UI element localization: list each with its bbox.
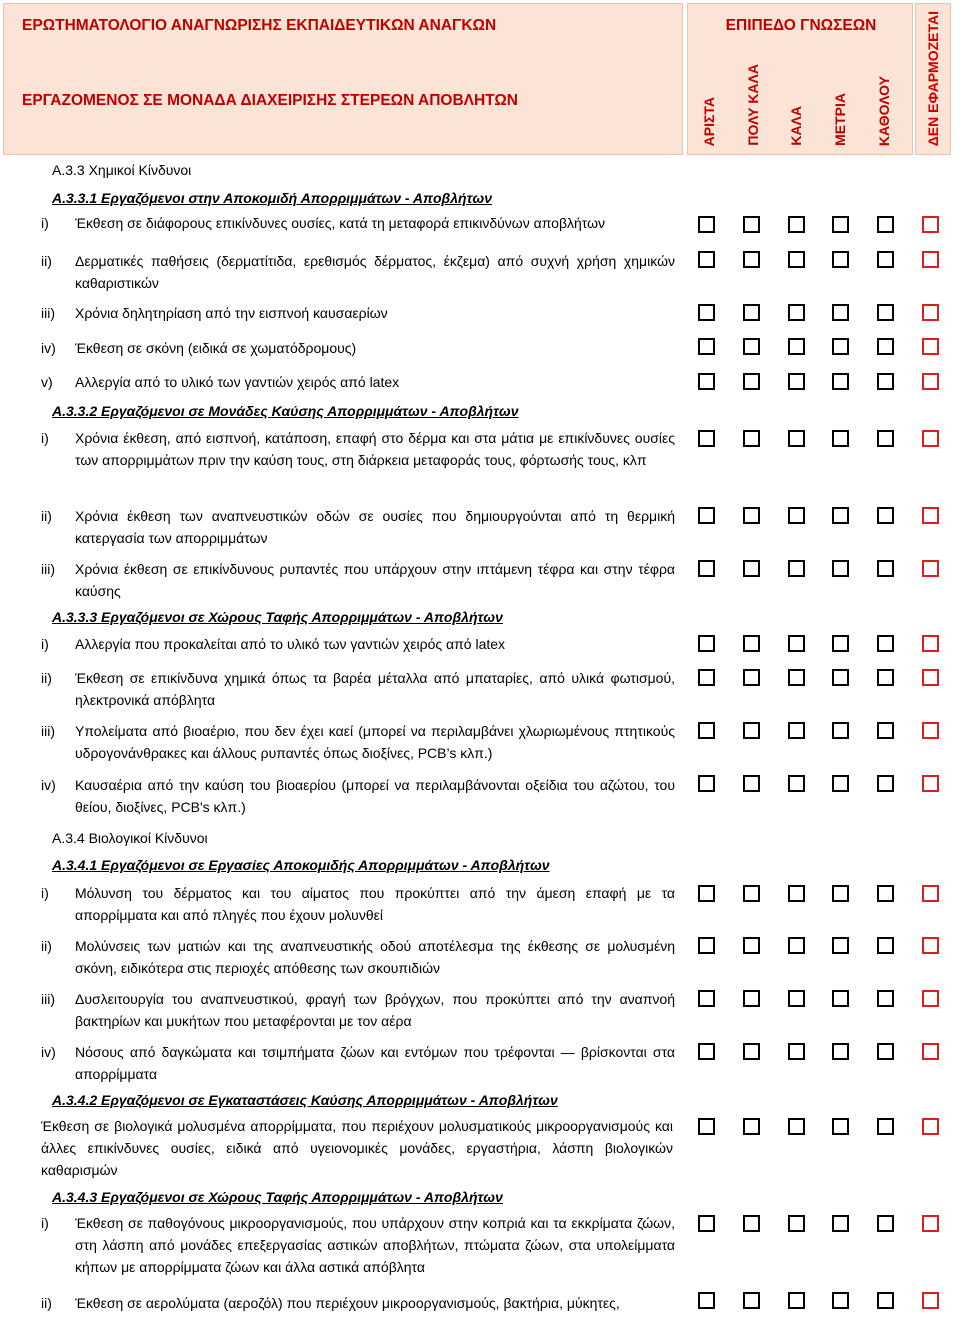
rating-excellent-checkbox[interactable] bbox=[698, 251, 715, 268]
rating-none-checkbox[interactable] bbox=[877, 635, 894, 652]
rating-none-checkbox[interactable] bbox=[877, 990, 894, 1007]
rating-very-good-checkbox[interactable] bbox=[743, 338, 760, 355]
rating-checkboxes bbox=[694, 1041, 946, 1063]
rating-checkboxes bbox=[694, 988, 946, 1010]
rating-excellent-checkbox[interactable] bbox=[698, 990, 715, 1007]
rating-good-checkbox[interactable] bbox=[788, 990, 805, 1007]
rating-very-good-checkbox[interactable] bbox=[743, 635, 760, 652]
rating-fair-checkbox[interactable] bbox=[832, 507, 849, 524]
rating-excellent-checkbox[interactable] bbox=[698, 775, 715, 792]
rating-none-checkbox[interactable] bbox=[877, 560, 894, 577]
form-subtitle: ΕΡΓΑΖΟΜΕΝΟΣ ΣΕ ΜΟΝΑΔΑ ΔΙΑΧΕΙΡΙΣΗΣ ΣΤΕΡΕΩΝ ΑΠΟΒΛΗΤΩΝ bbox=[22, 92, 518, 109]
rating-not-applicable-checkbox[interactable] bbox=[922, 722, 939, 739]
form-title: ΕΡΩΤΗΜΑΤΟΛΟΓΙΟ ΑΝΑΓΝΩΡΙΣΗΣ ΕΚΠΑΙΔΕΥΤΙΚΩΝ ΑΝΑΓΚΩΝ bbox=[22, 17, 497, 34]
rating-not-applicable-checkbox[interactable] bbox=[922, 560, 939, 577]
rating-none-checkbox[interactable] bbox=[877, 216, 894, 233]
rating-very-good-checkbox[interactable] bbox=[743, 990, 760, 1007]
rating-very-good-checkbox[interactable] bbox=[743, 937, 760, 954]
rating-very-good-checkbox[interactable] bbox=[743, 722, 760, 739]
question-text: Χρόνια έκθεση των αναπνευστικών οδών σε ουσίες που δημιουργούνται από τη θερμική κατεργασία των απορριμμάτων bbox=[75, 508, 675, 546]
question-number: i) bbox=[41, 215, 49, 231]
question-text: Έκθεση σε παθογόνους μικροοργανισμούς, που υπάρχουν στην κοπριά και τα εκκρίματα ζώων, στη λάσπη από μονάδες επεξεργασίας αστικών αποβλήτων, πτώματα ζώων, στα υπολείμματα κήπων με απορρίμματα ζώων και άλλα αστικά απόβλητα bbox=[75, 1215, 675, 1275]
rating-not-applicable-checkbox[interactable] bbox=[922, 373, 939, 390]
rating-none-checkbox[interactable] bbox=[877, 338, 894, 355]
question-text: Αλλεργία από το υλικό των γαντιών χειρός από latex bbox=[75, 374, 400, 390]
rating-very-good-checkbox[interactable] bbox=[743, 1292, 760, 1309]
rating-excellent-checkbox[interactable] bbox=[698, 430, 715, 447]
question-number: i) bbox=[41, 1215, 49, 1231]
rating-fair-checkbox[interactable] bbox=[832, 885, 849, 902]
rating-very-good-checkbox[interactable] bbox=[743, 304, 760, 321]
rating-good-checkbox[interactable] bbox=[788, 1118, 805, 1135]
rating-not-applicable-checkbox[interactable] bbox=[922, 669, 939, 686]
level-label-very-good: ΠΟΛΥ ΚΑΛΑ bbox=[745, 64, 761, 146]
rating-very-good-checkbox[interactable] bbox=[743, 1118, 760, 1135]
rating-checkboxes bbox=[694, 633, 946, 655]
question-text: Καυσαέρια από την καύση του βιοαερίου (μπορεί να περιλαμβάνονται οξείδια του αζώτου, του θείου, διοξίνες, PCB's κλπ.) bbox=[75, 777, 675, 815]
subsection-bio-landfill: A.3.4.3 Εργαζόμενοι σε Χώρους Ταφής Απορριμμάτων - Αποβλήτων bbox=[52, 1189, 503, 1205]
rating-fair-checkbox[interactable] bbox=[832, 338, 849, 355]
rating-checkboxes bbox=[694, 505, 946, 527]
rating-good-checkbox[interactable] bbox=[788, 635, 805, 652]
question-text: Υπολείματα από βιοαέριο, που δεν έχει καεί (μπορεί να περιλαμβάνει χλωριωμένους πτητικούς υδρογονάνθρακες και άλλους ρυπαντές όπως διοξίνες, PCB’s κλπ.) bbox=[75, 723, 675, 761]
subsection-bio-collection: A.3.4.1 Εργαζόμενοι σε Εργασίες Αποκομιδής Απορριμμάτων - Αποβλήτων bbox=[52, 857, 550, 873]
question-text: Μολύνσεις των ματιών και της αναπνευστικής οδού αποτέλεσμα της έκθεσης σε μολυσμένη σκόνη, ειδικότερα στις περιοχές απόθεσης των σκουπιδιών bbox=[75, 938, 675, 976]
rating-good-checkbox[interactable] bbox=[788, 304, 805, 321]
section-biological-hazards: A.3.4 Βιολογικοί Κίνδυνοι bbox=[52, 830, 208, 846]
rating-none-checkbox[interactable] bbox=[877, 775, 894, 792]
rating-excellent-checkbox[interactable] bbox=[698, 216, 715, 233]
rating-checkboxes bbox=[694, 667, 946, 689]
rating-not-applicable-checkbox[interactable] bbox=[922, 885, 939, 902]
rating-excellent-checkbox[interactable] bbox=[698, 1215, 715, 1232]
rating-excellent-checkbox[interactable] bbox=[698, 1118, 715, 1135]
question-text: Έκθεση σε διάφορους επικίνδυνες ουσίες, κατά τη μεταφορά επικινδύνων αποβλήτων bbox=[75, 215, 606, 231]
rating-none-checkbox[interactable] bbox=[877, 722, 894, 739]
rating-fair-checkbox[interactable] bbox=[832, 560, 849, 577]
rating-excellent-checkbox[interactable] bbox=[698, 635, 715, 652]
question-text: Χρόνια δηλητηρίαση από την εισπνοή καυσαερίων bbox=[75, 305, 388, 321]
rating-excellent-checkbox[interactable] bbox=[698, 1292, 715, 1309]
rating-checkboxes bbox=[694, 558, 946, 580]
question-number: ii) bbox=[41, 670, 52, 686]
rating-very-good-checkbox[interactable] bbox=[743, 1215, 760, 1232]
rating-excellent-checkbox[interactable] bbox=[698, 373, 715, 390]
rating-not-applicable-checkbox[interactable] bbox=[922, 1292, 939, 1309]
level-label-excellent: ΑΡΙΣΤΑ bbox=[701, 96, 717, 146]
level-label-fair: ΜΕΤΡΙΑ bbox=[832, 93, 848, 146]
rating-very-good-checkbox[interactable] bbox=[743, 507, 760, 524]
rating-very-good-checkbox[interactable] bbox=[743, 251, 760, 268]
rating-good-checkbox[interactable] bbox=[788, 1215, 805, 1232]
rating-checkboxes bbox=[694, 883, 946, 905]
rating-excellent-checkbox[interactable] bbox=[698, 304, 715, 321]
rating-none-checkbox[interactable] bbox=[877, 1215, 894, 1232]
question-text: Νόσους από δαγκώματα και τσιμπήματα ζώων και εντόμων που τρέφονται — βρίσκονται στα απορρίμματα bbox=[75, 1044, 675, 1082]
question-number: i) bbox=[41, 430, 49, 446]
rating-none-checkbox[interactable] bbox=[877, 1043, 894, 1060]
rating-fair-checkbox[interactable] bbox=[832, 937, 849, 954]
rating-excellent-checkbox[interactable] bbox=[698, 669, 715, 686]
question-text: Έκθεση σε επικίνδυνα χημικά όπως τα βαρέα μέταλλα από μπαταρίες, από υλικά φωτισμού, ηλεκτρονικά απόβλητα bbox=[75, 670, 675, 708]
question-number: iv) bbox=[41, 777, 56, 793]
rating-very-good-checkbox[interactable] bbox=[743, 775, 760, 792]
question-number: iii) bbox=[41, 305, 55, 321]
question-number: iii) bbox=[41, 723, 55, 739]
rating-excellent-checkbox[interactable] bbox=[698, 937, 715, 954]
question-number: iii) bbox=[41, 991, 55, 1007]
rating-fair-checkbox[interactable] bbox=[832, 990, 849, 1007]
rating-checkboxes bbox=[694, 773, 946, 795]
rating-good-checkbox[interactable] bbox=[788, 373, 805, 390]
question-text: Δερματικές παθήσεις (δερματίτιδα, ερεθισμός δέρματος, έκζεμα) από συχνή χρήση χημικών καθαριστικών bbox=[75, 253, 675, 291]
rating-good-checkbox[interactable] bbox=[788, 251, 805, 268]
question-number: ii) bbox=[41, 1295, 52, 1311]
rating-good-checkbox[interactable] bbox=[788, 430, 805, 447]
rating-not-applicable-checkbox[interactable] bbox=[922, 507, 939, 524]
rating-excellent-checkbox[interactable] bbox=[698, 722, 715, 739]
rating-none-checkbox[interactable] bbox=[877, 669, 894, 686]
rating-not-applicable-checkbox[interactable] bbox=[922, 990, 939, 1007]
question-text: Αλλεργία που προκαλείται από το υλικό των γαντιών χειρός από latex bbox=[75, 636, 506, 652]
rating-good-checkbox[interactable] bbox=[788, 507, 805, 524]
not-applicable-header-cell bbox=[915, 3, 951, 155]
rating-none-checkbox[interactable] bbox=[877, 304, 894, 321]
rating-fair-checkbox[interactable] bbox=[832, 669, 849, 686]
rating-fair-checkbox[interactable] bbox=[832, 216, 849, 233]
rating-very-good-checkbox[interactable] bbox=[743, 560, 760, 577]
header-title-cell bbox=[3, 3, 683, 155]
rating-good-checkbox[interactable] bbox=[788, 669, 805, 686]
rating-good-checkbox[interactable] bbox=[788, 1292, 805, 1309]
rating-not-applicable-checkbox[interactable] bbox=[922, 430, 939, 447]
question-number: iv) bbox=[41, 1044, 56, 1060]
rating-checkboxes bbox=[694, 371, 946, 393]
rating-fair-checkbox[interactable] bbox=[832, 251, 849, 268]
question-number: i) bbox=[41, 636, 49, 652]
rating-checkboxes bbox=[694, 935, 946, 957]
rating-fair-checkbox[interactable] bbox=[832, 1043, 849, 1060]
rating-very-good-checkbox[interactable] bbox=[743, 373, 760, 390]
rating-good-checkbox[interactable] bbox=[788, 216, 805, 233]
section-chemical-hazards: A.3.3 Χημικοί Κίνδυνοι bbox=[52, 162, 192, 178]
rating-checkboxes bbox=[694, 1213, 946, 1235]
question-text: Έκθεση σε βιολογικά μολυσμένα απορρίμματα, που περιέχουν μολυσματικούς μικροοργανισμούς και άλλες επικίνδυνες ουσίες, ειδικά από υγειονομικές μονάδες, εργαστήρια, λάσπη βιολογικών καθαρισμών bbox=[41, 1118, 673, 1178]
question-number: iii) bbox=[41, 561, 55, 577]
rating-none-checkbox[interactable] bbox=[877, 507, 894, 524]
question-number: v) bbox=[41, 374, 53, 390]
rating-checkboxes bbox=[694, 302, 946, 324]
rating-not-applicable-checkbox[interactable] bbox=[922, 775, 939, 792]
level-label-good: ΚΑΛΑ bbox=[788, 106, 804, 146]
question-text: Χρόνια έκθεση σε επικίνδυνους ρυπαντές που υπάρχουν στην ιπτάμενη τέφρα και στην τέφρα καύσης bbox=[75, 561, 675, 599]
question-number: iv) bbox=[41, 340, 56, 356]
rating-fair-checkbox[interactable] bbox=[832, 775, 849, 792]
rating-excellent-checkbox[interactable] bbox=[698, 885, 715, 902]
rating-not-applicable-checkbox[interactable] bbox=[922, 1215, 939, 1232]
rating-not-applicable-checkbox[interactable] bbox=[922, 635, 939, 652]
rating-good-checkbox[interactable] bbox=[788, 885, 805, 902]
rating-fair-checkbox[interactable] bbox=[832, 1215, 849, 1232]
rating-not-applicable-checkbox[interactable] bbox=[922, 304, 939, 321]
rating-checkboxes bbox=[694, 336, 946, 358]
rating-checkboxes bbox=[694, 1290, 946, 1312]
rating-very-good-checkbox[interactable] bbox=[743, 216, 760, 233]
rating-excellent-checkbox[interactable] bbox=[698, 338, 715, 355]
subsection-chem-incineration: A.3.3.2 Εργαζόμενοι σε Μονάδες Καύσης Απορριμμάτων - Αποβλήτων bbox=[52, 403, 519, 419]
rating-none-checkbox[interactable] bbox=[877, 1118, 894, 1135]
level-label-none: ΚΑΘΟΛΟΥ bbox=[876, 75, 892, 146]
rating-none-checkbox[interactable] bbox=[877, 430, 894, 447]
rating-none-checkbox[interactable] bbox=[877, 373, 894, 390]
question-number: ii) bbox=[41, 938, 52, 954]
rating-fair-checkbox[interactable] bbox=[832, 373, 849, 390]
rating-good-checkbox[interactable] bbox=[788, 937, 805, 954]
question-text: Μόλυνση του δέρματος και του αίματος που προκύπτει από την άμεση επαφή με τα απορρίμματα και από πληγές που έχουν μολυνθεί bbox=[75, 885, 675, 923]
rating-very-good-checkbox[interactable] bbox=[743, 885, 760, 902]
question-text: Δυσλειτουργία του αναπνευστικού, φραγή των βρόγχων, που προκύπτει από την αναπνοή βακτηρίων και μυκήτων που μεταφέρονται με τον αέρα bbox=[75, 991, 675, 1029]
rating-checkboxes bbox=[694, 720, 946, 742]
rating-good-checkbox[interactable] bbox=[788, 1043, 805, 1060]
rating-excellent-checkbox[interactable] bbox=[698, 560, 715, 577]
subsection-bio-incineration: A.3.4.2 Εργαζόμενοι σε Εγκαταστάσεις Καύσης Απορριμμάτων - Αποβλήτων bbox=[52, 1092, 558, 1108]
question-text: Χρόνια έκθεση, από εισπνοή, κατάποση, επαφή στο δέρμα και στα μάτια με επικίνδυνες ουσίες των απορριμμάτων πριν την καύση τους, στη διάρκεια μεταφοράς τους, φόρτωσής τους, κλπ bbox=[75, 430, 675, 468]
rating-checkboxes bbox=[694, 214, 946, 236]
rating-fair-checkbox[interactable] bbox=[832, 1292, 849, 1309]
rating-checkboxes bbox=[694, 428, 946, 450]
rating-none-checkbox[interactable] bbox=[877, 937, 894, 954]
rating-not-applicable-checkbox[interactable] bbox=[922, 937, 939, 954]
rating-none-checkbox[interactable] bbox=[877, 885, 894, 902]
level-title: ΕΠΙΠΕΔΟ ΓΝΩΣΕΩΝ bbox=[725, 17, 877, 34]
question-number: i) bbox=[41, 885, 49, 901]
rating-very-good-checkbox[interactable] bbox=[743, 669, 760, 686]
rating-good-checkbox[interactable] bbox=[788, 722, 805, 739]
subsection-chem-collection: A.3.3.1 Εργαζόμενοι στην Αποκομιδή Απορριμμάτων - Αποβλήτων bbox=[52, 190, 492, 206]
question-text: Έκθεση σε αερολύματα (αεροζόλ) που περιέχουν μικροοργανισμούς, βακτήρια, μύκητες, bbox=[75, 1295, 620, 1311]
rating-fair-checkbox[interactable] bbox=[832, 430, 849, 447]
level-label-not-applicable: ΔΕΝ ΕΦΑΡΜΟΖΕΤΑΙ bbox=[925, 10, 941, 146]
rating-not-applicable-checkbox[interactable] bbox=[922, 338, 939, 355]
rating-fair-checkbox[interactable] bbox=[832, 1118, 849, 1135]
subsection-chem-landfill: A.3.3.3 Εργαζόμενοι σε Χώρους Ταφής Απορριμμάτων - Αποβλήτων bbox=[52, 609, 503, 625]
rating-excellent-checkbox[interactable] bbox=[698, 507, 715, 524]
level-header-cell bbox=[687, 3, 913, 155]
rating-none-checkbox[interactable] bbox=[877, 251, 894, 268]
rating-good-checkbox[interactable] bbox=[788, 560, 805, 577]
question-number: ii) bbox=[41, 253, 52, 269]
rating-none-checkbox[interactable] bbox=[877, 1292, 894, 1309]
rating-fair-checkbox[interactable] bbox=[832, 635, 849, 652]
rating-fair-checkbox[interactable] bbox=[832, 722, 849, 739]
rating-not-applicable-checkbox[interactable] bbox=[922, 1118, 939, 1135]
rating-not-applicable-checkbox[interactable] bbox=[922, 216, 939, 233]
rating-checkboxes bbox=[694, 1116, 946, 1138]
rating-very-good-checkbox[interactable] bbox=[743, 430, 760, 447]
rating-not-applicable-checkbox[interactable] bbox=[922, 1043, 939, 1060]
header bbox=[3, 3, 951, 155]
rating-good-checkbox[interactable] bbox=[788, 775, 805, 792]
question-text: Έκθεση σε σκόνη (ειδικά σε χωματόδρομους) bbox=[75, 340, 357, 356]
rating-fair-checkbox[interactable] bbox=[832, 304, 849, 321]
question-number: ii) bbox=[41, 508, 52, 524]
rating-checkboxes bbox=[694, 249, 946, 271]
rating-good-checkbox[interactable] bbox=[788, 338, 805, 355]
rating-not-applicable-checkbox[interactable] bbox=[922, 251, 939, 268]
rating-very-good-checkbox[interactable] bbox=[743, 1043, 760, 1060]
rating-excellent-checkbox[interactable] bbox=[698, 1043, 715, 1060]
